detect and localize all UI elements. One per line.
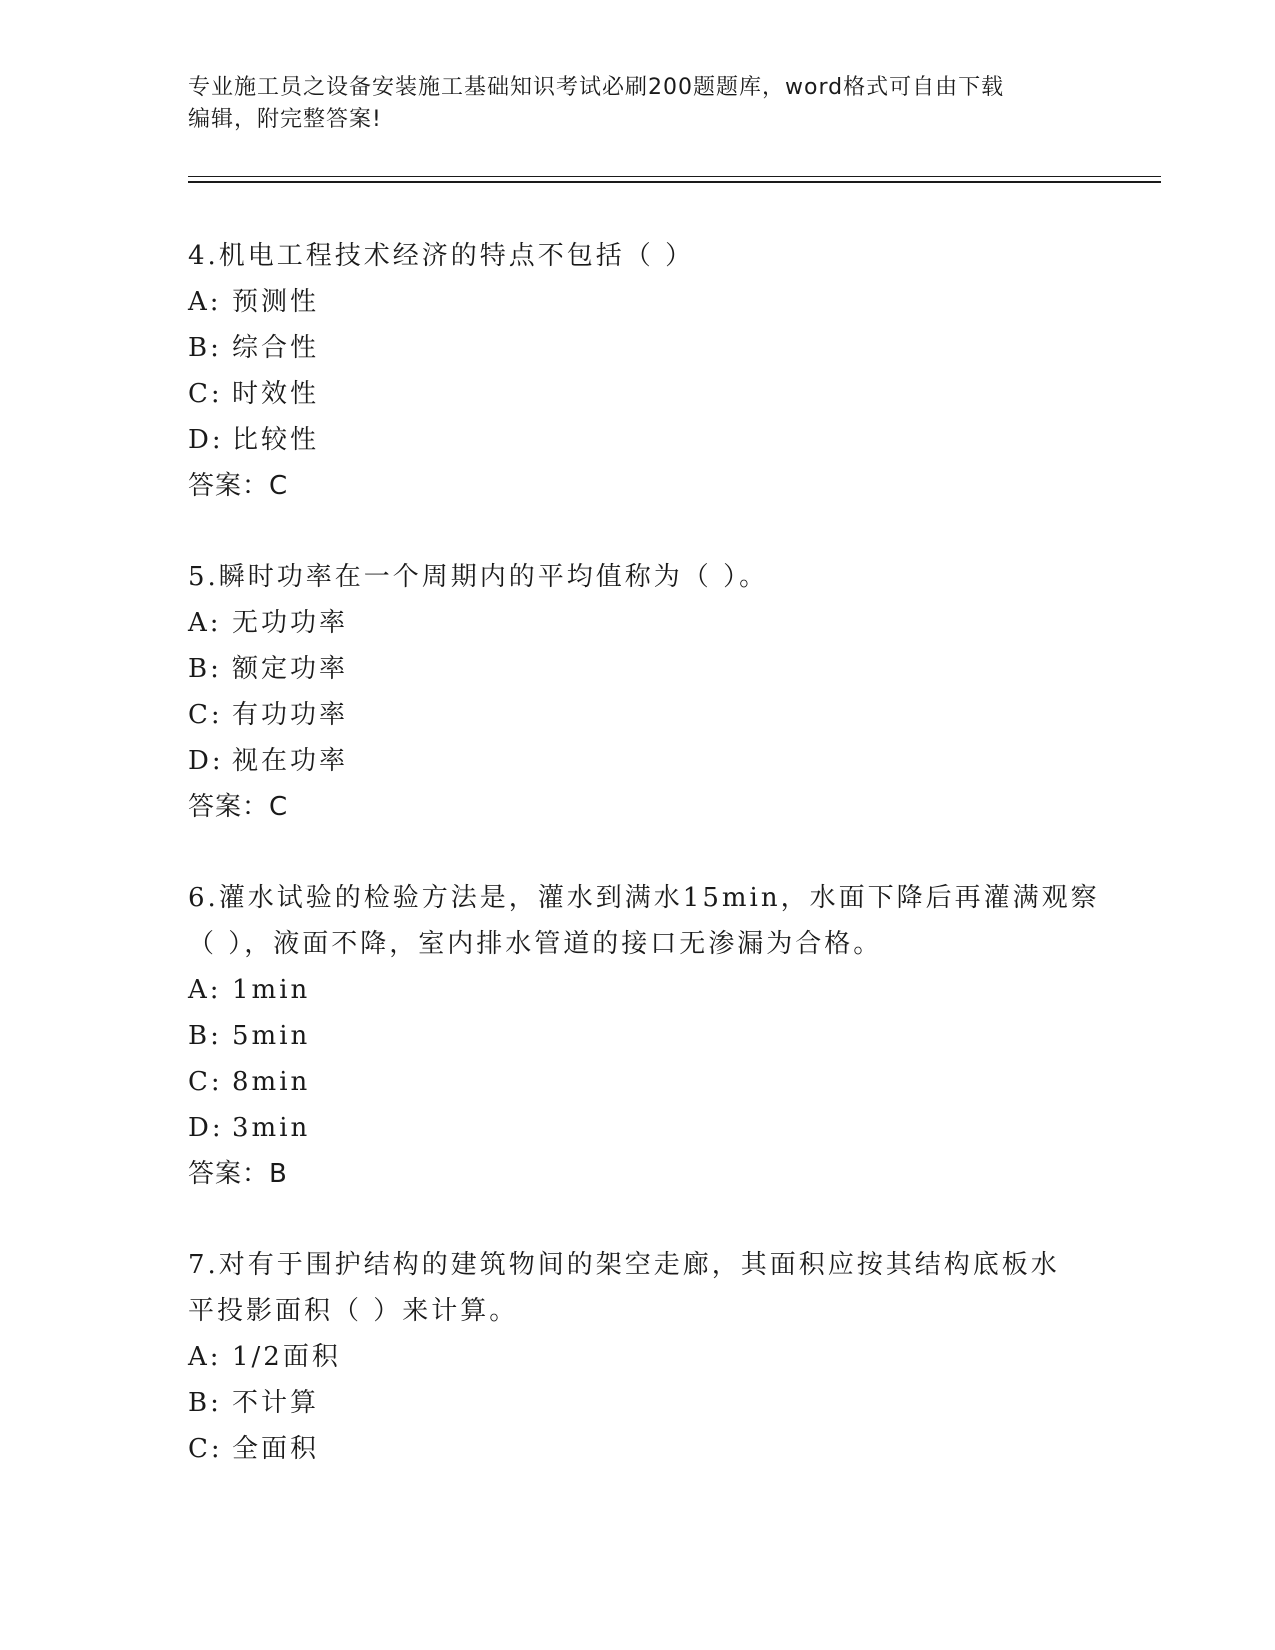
option-letter: B:	[188, 1021, 222, 1051]
question-list	[188, 233, 1100, 1517]
option-text: 比较性	[232, 425, 320, 455]
option-c	[188, 1426, 1088, 1472]
option-letter: A:	[188, 1342, 222, 1372]
option-b	[188, 1013, 1088, 1059]
option-text: 全面积	[232, 1434, 320, 1464]
option-a	[188, 1334, 1088, 1380]
option-text: 5min	[232, 1021, 311, 1051]
option-text: 1/2面积	[232, 1342, 341, 1372]
option-c	[188, 692, 1088, 738]
option-letter: D:	[188, 425, 224, 455]
question-item	[188, 554, 1088, 830]
header-line-2: 编辑，附完整答案!	[188, 107, 382, 132]
question-item	[188, 1242, 1088, 1472]
option-letter: C:	[188, 700, 223, 730]
option-letter: C:	[188, 379, 223, 409]
question-text-continued: （ ），液面不降，室内排水管道的接口无渗漏为合格。	[188, 929, 883, 959]
header-divider-top	[188, 176, 1161, 177]
option-a	[188, 967, 1088, 1013]
option-text: 有功功率	[232, 700, 349, 730]
option-c	[188, 1059, 1088, 1105]
answer-text: 答案：C	[188, 471, 289, 501]
option-text: 时效性	[232, 379, 320, 409]
option-c	[188, 371, 1088, 417]
option-letter: A:	[188, 287, 222, 317]
answer-text: 答案：B	[188, 1159, 288, 1189]
option-letter: D:	[188, 1113, 224, 1143]
option-a	[188, 600, 1088, 646]
option-text: 8min	[232, 1067, 311, 1097]
option-d	[188, 417, 1088, 463]
option-letter: C:	[188, 1067, 223, 1097]
answer-text: 答案：C	[188, 792, 289, 822]
option-text: 不计算	[232, 1388, 320, 1418]
header-divider-bottom	[188, 181, 1161, 183]
option-letter: A:	[188, 608, 222, 638]
document-header	[188, 72, 1068, 136]
option-letter: C:	[188, 1434, 223, 1464]
question-text: 7.对有于围护结构的建筑物间的架空走廊，其面积应按其结构底板水	[188, 1250, 1060, 1280]
option-text: 3min	[232, 1113, 311, 1143]
option-letter: B:	[188, 1388, 222, 1418]
option-letter: A:	[188, 975, 222, 1005]
option-letter: B:	[188, 333, 222, 363]
option-d	[188, 738, 1088, 784]
option-letter: B:	[188, 654, 222, 684]
option-b	[188, 325, 1088, 371]
question-text-continued: 平投影面积（ ）来计算。	[188, 1296, 519, 1326]
question-text: 6.灌水试验的检验方法是，灌水到满水15min，水面下降后再灌满观察	[188, 883, 1100, 913]
option-text: 1min	[232, 975, 311, 1005]
option-b	[188, 646, 1088, 692]
option-text: 视在功率	[232, 746, 349, 776]
option-d	[188, 1105, 1088, 1151]
header-line-1: 专业施工员之设备安装施工基础知识考试必刷200题题库，word格式可自由下载	[188, 75, 1005, 100]
option-text: 综合性	[232, 333, 320, 363]
question-text: 5.瞬时功率在一个周期内的平均值称为（ ）。	[188, 562, 769, 592]
option-text: 额定功率	[232, 654, 349, 684]
option-letter: D:	[188, 746, 224, 776]
question-item	[188, 233, 1088, 509]
question-item	[188, 875, 1100, 1197]
question-text: 4.机电工程技术经济的特点不包括（ ）	[188, 241, 695, 271]
option-text: 无功功率	[232, 608, 349, 638]
option-text: 预测性	[232, 287, 320, 317]
option-a	[188, 279, 1088, 325]
option-b	[188, 1380, 1088, 1426]
